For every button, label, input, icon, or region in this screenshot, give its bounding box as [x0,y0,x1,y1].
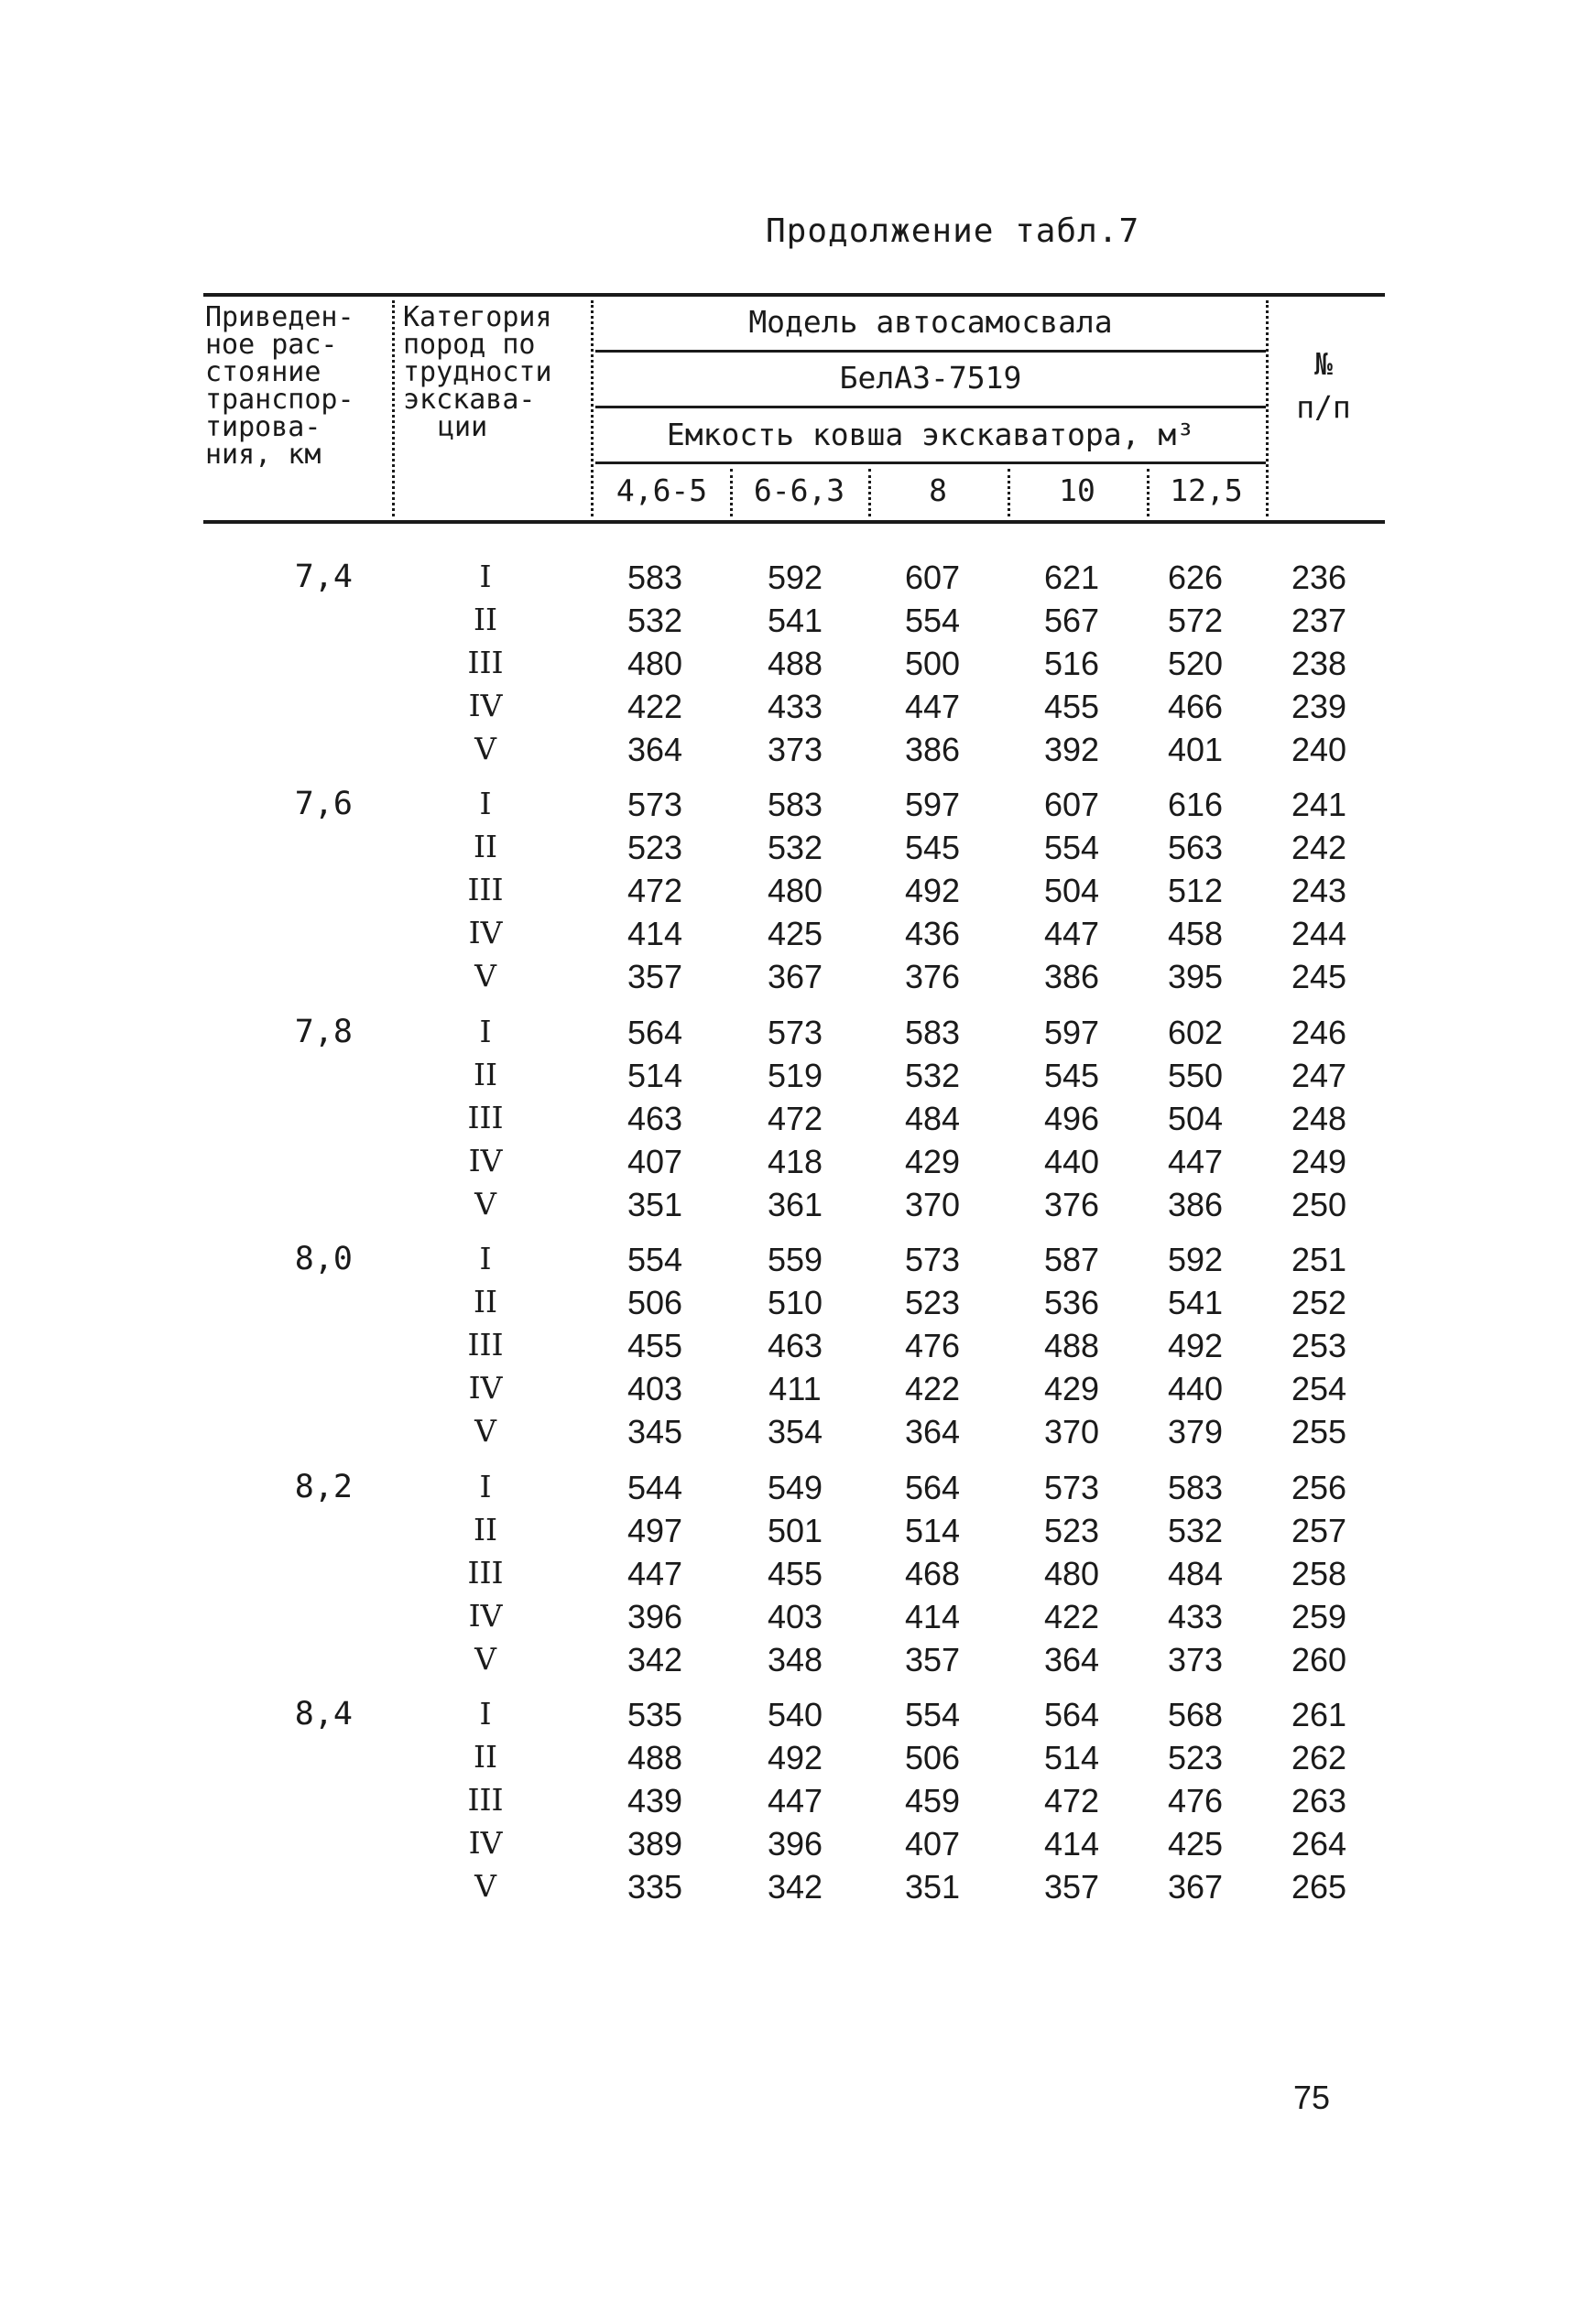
category-cell: IV [468,1825,503,1861]
row-number-cell: 262 [1291,1739,1347,1776]
value-cell: 564 [627,1014,683,1051]
row-number-cell: 258 [1291,1555,1347,1592]
value-cell: 466 [1167,688,1224,725]
value-cell: 541 [767,602,823,639]
category-cell: III [467,1327,504,1363]
distance-value: 8,0 [294,1241,353,1277]
value-cell: 607 [904,559,961,596]
value-cell: 597 [904,786,961,823]
value-cell: 484 [1167,1555,1224,1592]
value-cell: 536 [1043,1284,1100,1321]
value-cell: 357 [627,958,683,995]
row-number-cell: 263 [1291,1782,1347,1819]
value-cell: 563 [1167,829,1224,866]
header-capacity: Емкость ковша экскаватора, м³ [666,417,1195,452]
value-cell: 357 [904,1641,961,1678]
value-cell: 447 [627,1555,683,1592]
header-bucket: 6-6,3 [753,472,845,508]
row-number-cell: 253 [1291,1327,1347,1364]
row-number-cell: 245 [1291,958,1347,995]
value-cell: 532 [1167,1512,1224,1549]
header-rule-capacity [595,462,1266,464]
category-cell: V [474,1413,496,1449]
col-separator [392,300,395,516]
row-number-cell: 251 [1291,1241,1347,1278]
value-cell: 488 [627,1739,683,1776]
value-cell: 459 [904,1782,961,1819]
value-cell: 541 [1167,1284,1224,1321]
value-cell: 583 [767,786,823,823]
row-number-cell: 252 [1291,1284,1347,1321]
value-cell: 370 [1043,1413,1100,1450]
header-category-line: пород по [403,329,536,361]
value-cell: 392 [1043,731,1100,768]
value-cell: 616 [1167,786,1224,823]
value-cell: 447 [767,1782,823,1819]
row-number-cell: 238 [1291,645,1347,682]
value-cell: 501 [767,1512,823,1549]
value-cell: 395 [1167,958,1224,995]
value-cell: 523 [1043,1512,1100,1549]
category-cell: III [467,1555,504,1591]
row-number-cell: 243 [1291,872,1347,909]
value-cell: 433 [1167,1598,1224,1635]
value-cell: 357 [1043,1868,1100,1906]
row-number-cell: 256 [1291,1469,1347,1506]
category-cell: IV [468,1598,503,1634]
value-cell: 504 [1167,1100,1224,1137]
category-cell: I [479,1469,492,1504]
distance-value: 8,4 [294,1696,353,1732]
value-cell: 573 [1043,1469,1100,1506]
value-cell: 545 [1043,1057,1100,1094]
value-cell: 447 [904,688,961,725]
category-cell: III [467,1782,504,1818]
value-cell: 414 [1043,1825,1100,1862]
table-top-rule [203,293,1385,297]
value-cell: 403 [767,1598,823,1635]
value-cell: 351 [904,1868,961,1906]
value-cell: 342 [627,1641,683,1678]
category-cell: I [479,1696,492,1732]
row-number-cell: 250 [1291,1186,1347,1223]
value-cell: 425 [767,915,823,952]
row-number-cell: 249 [1291,1143,1347,1180]
value-cell: 476 [904,1327,961,1364]
header-distance-line: ное рас- [205,329,338,361]
category-cell: II [473,1512,498,1548]
value-cell: 468 [904,1555,961,1592]
value-cell: 379 [1167,1413,1224,1450]
category-cell: III [467,645,504,680]
value-cell: 455 [627,1327,683,1364]
header-distance-line: тирова- [205,411,321,443]
value-cell: 373 [1167,1641,1224,1678]
category-cell: I [479,1241,492,1276]
row-number-cell: 244 [1291,915,1347,952]
distance-value: 7,6 [294,786,353,822]
row-number-cell: 259 [1291,1598,1347,1635]
value-cell: 335 [627,1868,683,1906]
row-number-cell: 255 [1291,1413,1347,1450]
header-distance-line: транспор- [205,384,354,416]
value-cell: 480 [627,645,683,682]
value-cell: 364 [1043,1641,1100,1678]
row-number-cell: 236 [1291,559,1347,596]
value-cell: 455 [1043,688,1100,725]
value-cell: 480 [767,872,823,909]
header-bucket: 10 [1059,472,1095,508]
value-cell: 626 [1167,559,1224,596]
header-category-line: экскава- [403,384,536,416]
value-cell: 447 [1167,1143,1224,1180]
distance-value: 8,2 [294,1469,353,1505]
value-cell: 345 [627,1413,683,1450]
value-cell: 544 [627,1469,683,1506]
value-cell: 433 [767,688,823,725]
row-number-cell: 240 [1291,731,1347,768]
row-number-cell: 257 [1291,1512,1347,1549]
value-cell: 458 [1167,915,1224,952]
value-cell: 361 [767,1186,823,1223]
value-cell: 425 [1167,1825,1224,1862]
value-cell: 411 [768,1370,822,1407]
value-cell: 496 [1043,1100,1100,1137]
category-cell: V [474,731,496,766]
value-cell: 535 [627,1696,683,1733]
col-separator [591,300,594,516]
value-cell: 403 [627,1370,683,1407]
header-bottom-rule [203,520,1385,524]
category-cell: V [474,1868,496,1904]
value-cell: 492 [1167,1327,1224,1364]
value-cell: 492 [767,1739,823,1776]
value-cell: 364 [904,1413,961,1450]
category-cell: I [479,1014,492,1049]
value-cell: 422 [627,688,683,725]
value-cell: 607 [1043,786,1100,823]
value-cell: 463 [627,1100,683,1137]
header-number-sign: № [1314,346,1333,382]
value-cell: 401 [1167,731,1224,768]
value-cell: 512 [1167,872,1224,909]
header-bucket: 8 [929,472,947,508]
value-cell: 597 [1043,1014,1100,1051]
distance-value: 7,8 [294,1014,353,1050]
value-cell: 386 [904,731,961,768]
row-number-cell: 261 [1291,1696,1347,1733]
value-cell: 436 [904,915,961,952]
value-cell: 488 [1043,1327,1100,1364]
row-number-cell: 264 [1291,1825,1347,1862]
header-number-label: п/п [1296,389,1351,425]
table-caption: Продолжение табл.7 [766,212,1140,250]
value-cell: 523 [1167,1739,1224,1776]
category-cell: II [473,1284,498,1319]
value-cell: 510 [767,1284,823,1321]
value-cell: 440 [1043,1143,1100,1180]
category-cell: I [479,559,492,594]
value-cell: 376 [904,958,961,995]
category-cell: II [473,602,498,637]
row-number-cell: 242 [1291,829,1347,866]
value-cell: 564 [1043,1696,1100,1733]
category-cell: III [467,1100,504,1135]
value-cell: 564 [904,1469,961,1506]
category-cell: V [474,1641,496,1677]
header-rule-model [595,350,1266,353]
category-cell: IV [468,1143,503,1178]
value-cell: 532 [627,602,683,639]
value-cell: 573 [767,1014,823,1051]
value-cell: 583 [1167,1469,1224,1506]
value-cell: 549 [767,1469,823,1506]
header-distance-line: ния, км [205,439,321,471]
header-distance-line: стояние [205,356,321,388]
value-cell: 554 [904,602,961,639]
category-cell: IV [468,1370,503,1406]
row-number-cell: 246 [1291,1014,1347,1051]
category-cell: II [473,1057,498,1092]
value-cell: 583 [904,1014,961,1051]
header-category-line: Категория [403,301,552,333]
category-cell: V [474,958,496,994]
value-cell: 484 [904,1100,961,1137]
value-cell: 396 [627,1598,683,1635]
value-cell: 523 [904,1284,961,1321]
header-distance-line: Приведен- [205,301,354,333]
header-truck: БелАЗ-7519 [839,360,1022,396]
value-cell: 407 [627,1143,683,1180]
header-model: Модель автосамосвала [748,304,1113,340]
row-number-cell: 260 [1291,1641,1347,1678]
value-cell: 354 [767,1413,823,1450]
value-cell: 422 [1043,1598,1100,1635]
value-cell: 520 [1167,645,1224,682]
value-cell: 370 [904,1186,961,1223]
value-cell: 342 [767,1868,823,1906]
value-cell: 559 [767,1241,823,1278]
header-category-line: трудности [403,356,552,388]
value-cell: 567 [1043,602,1100,639]
value-cell: 389 [627,1825,683,1862]
value-cell: 407 [904,1825,961,1862]
value-cell: 488 [767,645,823,682]
value-cell: 472 [1043,1782,1100,1819]
value-cell: 554 [627,1241,683,1278]
value-cell: 621 [1043,559,1100,596]
category-cell: III [467,872,504,907]
value-cell: 447 [1043,915,1100,952]
value-cell: 504 [1043,872,1100,909]
value-cell: 480 [1043,1555,1100,1592]
value-cell: 523 [627,829,683,866]
value-cell: 373 [767,731,823,768]
value-cell: 376 [1043,1186,1100,1223]
value-cell: 414 [904,1598,961,1635]
value-cell: 463 [767,1327,823,1364]
value-cell: 568 [1167,1696,1224,1733]
header-bucket: 12,5 [1170,472,1243,508]
value-cell: 472 [627,872,683,909]
value-cell: 348 [767,1641,823,1678]
value-cell: 545 [904,829,961,866]
value-cell: 506 [904,1739,961,1776]
value-cell: 519 [767,1057,823,1094]
value-cell: 367 [1167,1868,1224,1906]
value-cell: 514 [904,1512,961,1549]
value-cell: 540 [767,1696,823,1733]
category-cell: II [473,1739,498,1775]
value-cell: 532 [904,1057,961,1094]
page-number: 75 [1293,2079,1331,2116]
value-cell: 429 [904,1143,961,1180]
value-cell: 472 [767,1100,823,1137]
value-cell: 439 [627,1782,683,1819]
row-number-cell: 241 [1291,786,1347,823]
category-cell: I [479,786,492,821]
value-cell: 414 [627,915,683,952]
value-cell: 367 [767,958,823,995]
category-cell: II [473,829,498,864]
value-cell: 429 [1043,1370,1100,1407]
category-cell: IV [468,688,503,723]
value-cell: 516 [1043,645,1100,682]
value-cell: 514 [1043,1739,1100,1776]
value-cell: 440 [1167,1370,1224,1407]
value-cell: 455 [767,1555,823,1592]
category-cell: V [474,1186,496,1222]
value-cell: 554 [904,1696,961,1733]
header-bucket: 4,6-5 [616,472,708,508]
value-cell: 573 [627,786,683,823]
value-cell: 572 [1167,602,1224,639]
value-cell: 364 [627,731,683,768]
value-cell: 386 [1043,958,1100,995]
category-cell: IV [468,915,503,950]
value-cell: 573 [904,1241,961,1278]
value-cell: 554 [1043,829,1100,866]
value-cell: 514 [627,1057,683,1094]
value-cell: 592 [767,559,823,596]
row-number-cell: 265 [1291,1868,1347,1906]
row-number-cell: 237 [1291,602,1347,639]
value-cell: 532 [767,829,823,866]
distance-value: 7,4 [294,559,353,595]
value-cell: 587 [1043,1241,1100,1278]
row-number-cell: 239 [1291,688,1347,725]
row-number-cell: 248 [1291,1100,1347,1137]
value-cell: 506 [627,1284,683,1321]
header-rule-truck [595,406,1266,408]
value-cell: 602 [1167,1014,1224,1051]
value-cell: 422 [904,1370,961,1407]
value-cell: 386 [1167,1186,1224,1223]
value-cell: 550 [1167,1057,1224,1094]
value-cell: 492 [904,872,961,909]
value-cell: 396 [767,1825,823,1862]
value-cell: 476 [1167,1782,1224,1819]
row-number-cell: 247 [1291,1057,1347,1094]
value-cell: 500 [904,645,961,682]
value-cell: 583 [627,559,683,596]
header-category-line: ции [438,411,488,443]
value-cell: 497 [627,1512,683,1549]
value-cell: 418 [767,1143,823,1180]
value-cell: 351 [627,1186,683,1223]
value-cell: 592 [1167,1241,1224,1278]
row-number-cell: 254 [1291,1370,1347,1407]
